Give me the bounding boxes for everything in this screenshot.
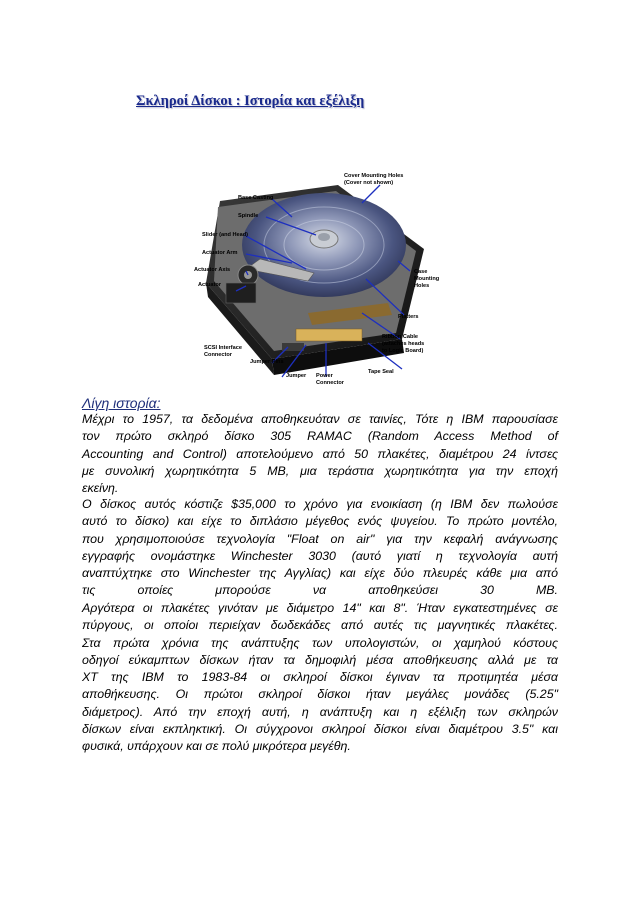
p3-line: Στα πρώτα χρόνια της ανάπτυξης των υπολογιστών, οι χαμηλού κόστους xyxy=(82,635,558,650)
label-tape-seal: Tape Seal xyxy=(368,369,394,375)
p1-line: εκείνη. xyxy=(82,481,119,496)
p3-line: πύργους, οι οποίοι περιείχαν δωδεκάδες από αυτές τις μαγνητικές πλακέτες. xyxy=(82,618,558,633)
p1-line: Accounting and Control) αποτελούμενο από 50 πλακέτες, διαμέτρου 24 ίντσες xyxy=(82,446,558,461)
p3-line: οδηγοί εύκαμπτων δίσκων ήταν τα δημοφιλή μέσα αποθήκευσης αλλά με τα xyxy=(82,652,558,667)
label-jumper: Jumper xyxy=(286,373,307,379)
label-platters: Platters xyxy=(398,314,419,320)
label-scsi-1: SCSI Interface xyxy=(204,345,242,351)
p2-line: που χρησιμοποιούσε τεχνολογία "Float on air" για την κεφαλή ανάγνωσης xyxy=(82,531,558,546)
paragraph-1 xyxy=(82,411,558,497)
p3-line: φυσικά, υπάρχουν και σε πολύ μικρότερα μεγέθη. xyxy=(82,739,351,754)
paragraph-2 xyxy=(82,496,558,600)
label-actuator-axis: Actuator Axis xyxy=(194,267,231,273)
label-spindle: Spindle xyxy=(238,213,259,219)
section-heading: Λίγη ιστορία: xyxy=(82,395,161,411)
label-scsi-2: Connector xyxy=(204,352,232,358)
label-ribbon-2: (attaches heads xyxy=(382,341,425,347)
label-case-1: Case xyxy=(414,269,428,275)
p1-line: Μέχρι το 1957, τα δεδομένα αποθηκευόταν σε ταινίες, Τότε η IBM παρουσίασε xyxy=(82,412,558,426)
label-ribbon-1: Ribbon Cable xyxy=(382,334,419,340)
p1-line: με συνολική χωρητικότητα 5 MB, μια τεράστια χωρητικότητα για την εποχή xyxy=(82,463,558,478)
label-slider-head: Slider (and Head) xyxy=(202,232,249,238)
label-base-casting: Base Casting xyxy=(238,195,274,201)
p2-line: εγγραφής ονομάστηκε Winchester 3030 (αυτό γιατί η τεχνολογία αυτή xyxy=(82,548,558,563)
p3-line: XT της IBM το 1983-84 οι σκληροί δίσκοι έγιναν τα προτιμητέα μέσα xyxy=(82,670,558,685)
label-jumper-pins: Jumper Pins xyxy=(250,359,284,365)
p2-line: αυτό το δίσκο) και είχε το διπλάσιο μέγεθος ενός ψυγείου. Το πρώτο μοντέλο, xyxy=(82,514,558,529)
label-cover-2: (Cover not shown) xyxy=(344,180,394,186)
label-ribbon-3: to Logic Board) xyxy=(382,348,424,354)
label-case-2: Mounting xyxy=(414,276,440,282)
hard-disk-diagram xyxy=(188,163,450,385)
p2-line: Ο δίσκος αυτός κόστιζε $35,000 το χρόνο για ενοικίαση (η IBM δεν πωλούσε xyxy=(82,497,558,511)
p1-line: τον πρώτο σκληρό δίσκο 305 RAMAC (Random Access Method of xyxy=(82,429,558,444)
p2-line: τις οποίες μπορούσε να αποθηκεύσει 30 MB. xyxy=(82,583,558,598)
p3-line: αποθήκευσης. Οι πρώτοι σκληροί δίσκοι ήταν μεγάλες μονάδες (5.25" xyxy=(82,687,558,702)
p2-line: αναπτύχτηκε στο Winchester της Αγγλίας) και είχε δύο πλευρές κάθε μια από xyxy=(82,566,558,581)
document-title: Σκληροί Δίσκοι : Ιστορία και εξέλιξη xyxy=(136,93,365,109)
platter xyxy=(242,193,406,297)
label-case-3: Holes xyxy=(414,283,430,289)
p3-line: Αργότερα οι πλακέτες γινόταν με διάμετρο 14" και 8". Ήταν εγκατεστημένες σε xyxy=(82,601,558,615)
label-power-1: Power xyxy=(316,373,333,379)
label-actuator: Actuator xyxy=(198,282,221,288)
p3-line: διάμετρος). Από την εποχή αυτή, η ανάπτυξη και η εξέλιξη των σκληρών xyxy=(82,704,558,719)
label-power-2: Connector xyxy=(316,380,344,385)
label-cover-1: Cover Mounting Holes xyxy=(344,173,404,179)
p3-line: δίσκων είναι εκπληκτική. Οι σύγχρονοι σκληροί δίσκοι είναι διαμέτρου 3.5" και xyxy=(82,722,558,737)
label-actuator-arm: Actuator Arm xyxy=(202,250,238,256)
paragraph-3 xyxy=(82,600,558,756)
